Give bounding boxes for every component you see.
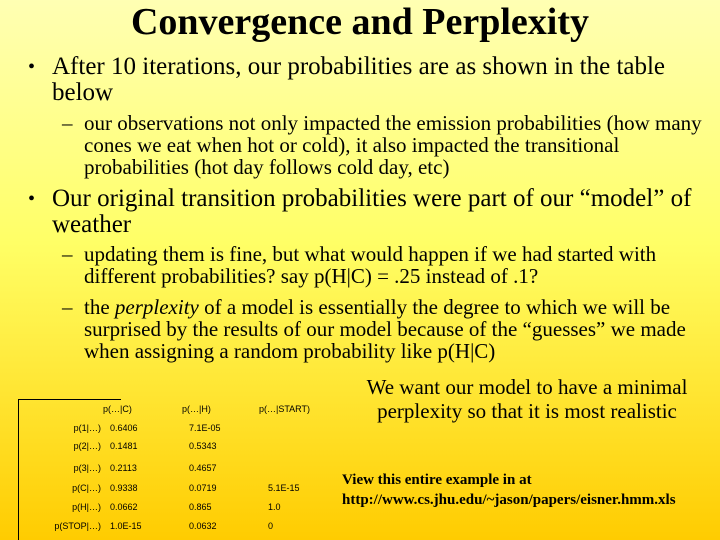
table-cell: 7.1E-05	[189, 423, 221, 433]
text-suffix: of a model is essentially the degree to which we will be surprised by the results of our model because of the “guesses” we made when assigning a random probability like p(H|C)	[84, 295, 686, 363]
table-cell: 1.0	[268, 502, 281, 512]
row-label: p(2|…)	[73, 441, 101, 451]
table-cell: 0.6406	[110, 423, 138, 433]
column-header: p(…|H)	[182, 404, 211, 414]
view-text: View this entire example in at	[342, 472, 532, 488]
row-label: p(STOP|…)	[54, 521, 101, 531]
slide-title: Convergence and Perplexity	[130, 1, 590, 43]
text-prefix: the	[84, 295, 115, 319]
table-cell: 0.9338	[110, 483, 138, 493]
table-cell: 0.5343	[189, 441, 217, 451]
column-header: p(…|START)	[259, 404, 311, 414]
row-label: p(1|…)	[73, 423, 101, 433]
bullet-text: After 10 iterations, our probabilities are as shown in the table below	[52, 53, 666, 106]
bullet-text: Our original transition probabilities were part of our “model” of weather	[52, 185, 692, 238]
subbullet-text	[84, 296, 704, 362]
table-cell: 0.1481	[110, 441, 138, 451]
view-example	[342, 470, 720, 510]
row-label: p(H|…)	[72, 502, 101, 512]
subbullet-marker: –	[62, 111, 73, 135]
table-cell: 1.0E-15	[110, 521, 142, 531]
example-url-link[interactable]: http://www.cs.jhu.edu/~jason/papers/eisner.hmm.xls	[342, 492, 676, 508]
bullet-marker: •	[28, 56, 36, 78]
table-cell: 0.865	[189, 502, 212, 512]
table-cell: 0.0719	[189, 483, 217, 493]
table-top-border	[19, 399, 121, 400]
row-label: p(3|…)	[73, 463, 101, 473]
row-label: p(C|…)	[72, 483, 101, 493]
subbullet-marker: –	[62, 242, 73, 266]
table-cell: 0	[268, 521, 274, 531]
subbullet-text: updating them is fine, but what would happen if we had started with different probabilities? say p(H|C) = .25 instead of .1?	[84, 242, 657, 288]
column-header: p(…|C)	[103, 404, 132, 414]
subbullet-marker: –	[62, 295, 73, 319]
bullet-marker: •	[28, 188, 36, 210]
perplexity-term: perplexity	[114, 295, 199, 319]
subbullet-text: our observations not only impacted the emission probabilities (how many cones we eat when hot or cold), it also impacted the transitional probabilities (hot day follows cold day, etc)	[84, 111, 702, 179]
table-cell: 0.2113	[110, 463, 137, 473]
table-cell: 0.4657	[189, 463, 217, 473]
probability-table	[18, 399, 339, 540]
perplexity-note: We want our model to have a minimal perplexity so that it is most realistic	[366, 375, 688, 423]
table-cell: 5.1E-15	[268, 483, 300, 493]
table-cell: 0.0632	[189, 521, 217, 531]
table-cell: 0.0662	[110, 502, 138, 512]
